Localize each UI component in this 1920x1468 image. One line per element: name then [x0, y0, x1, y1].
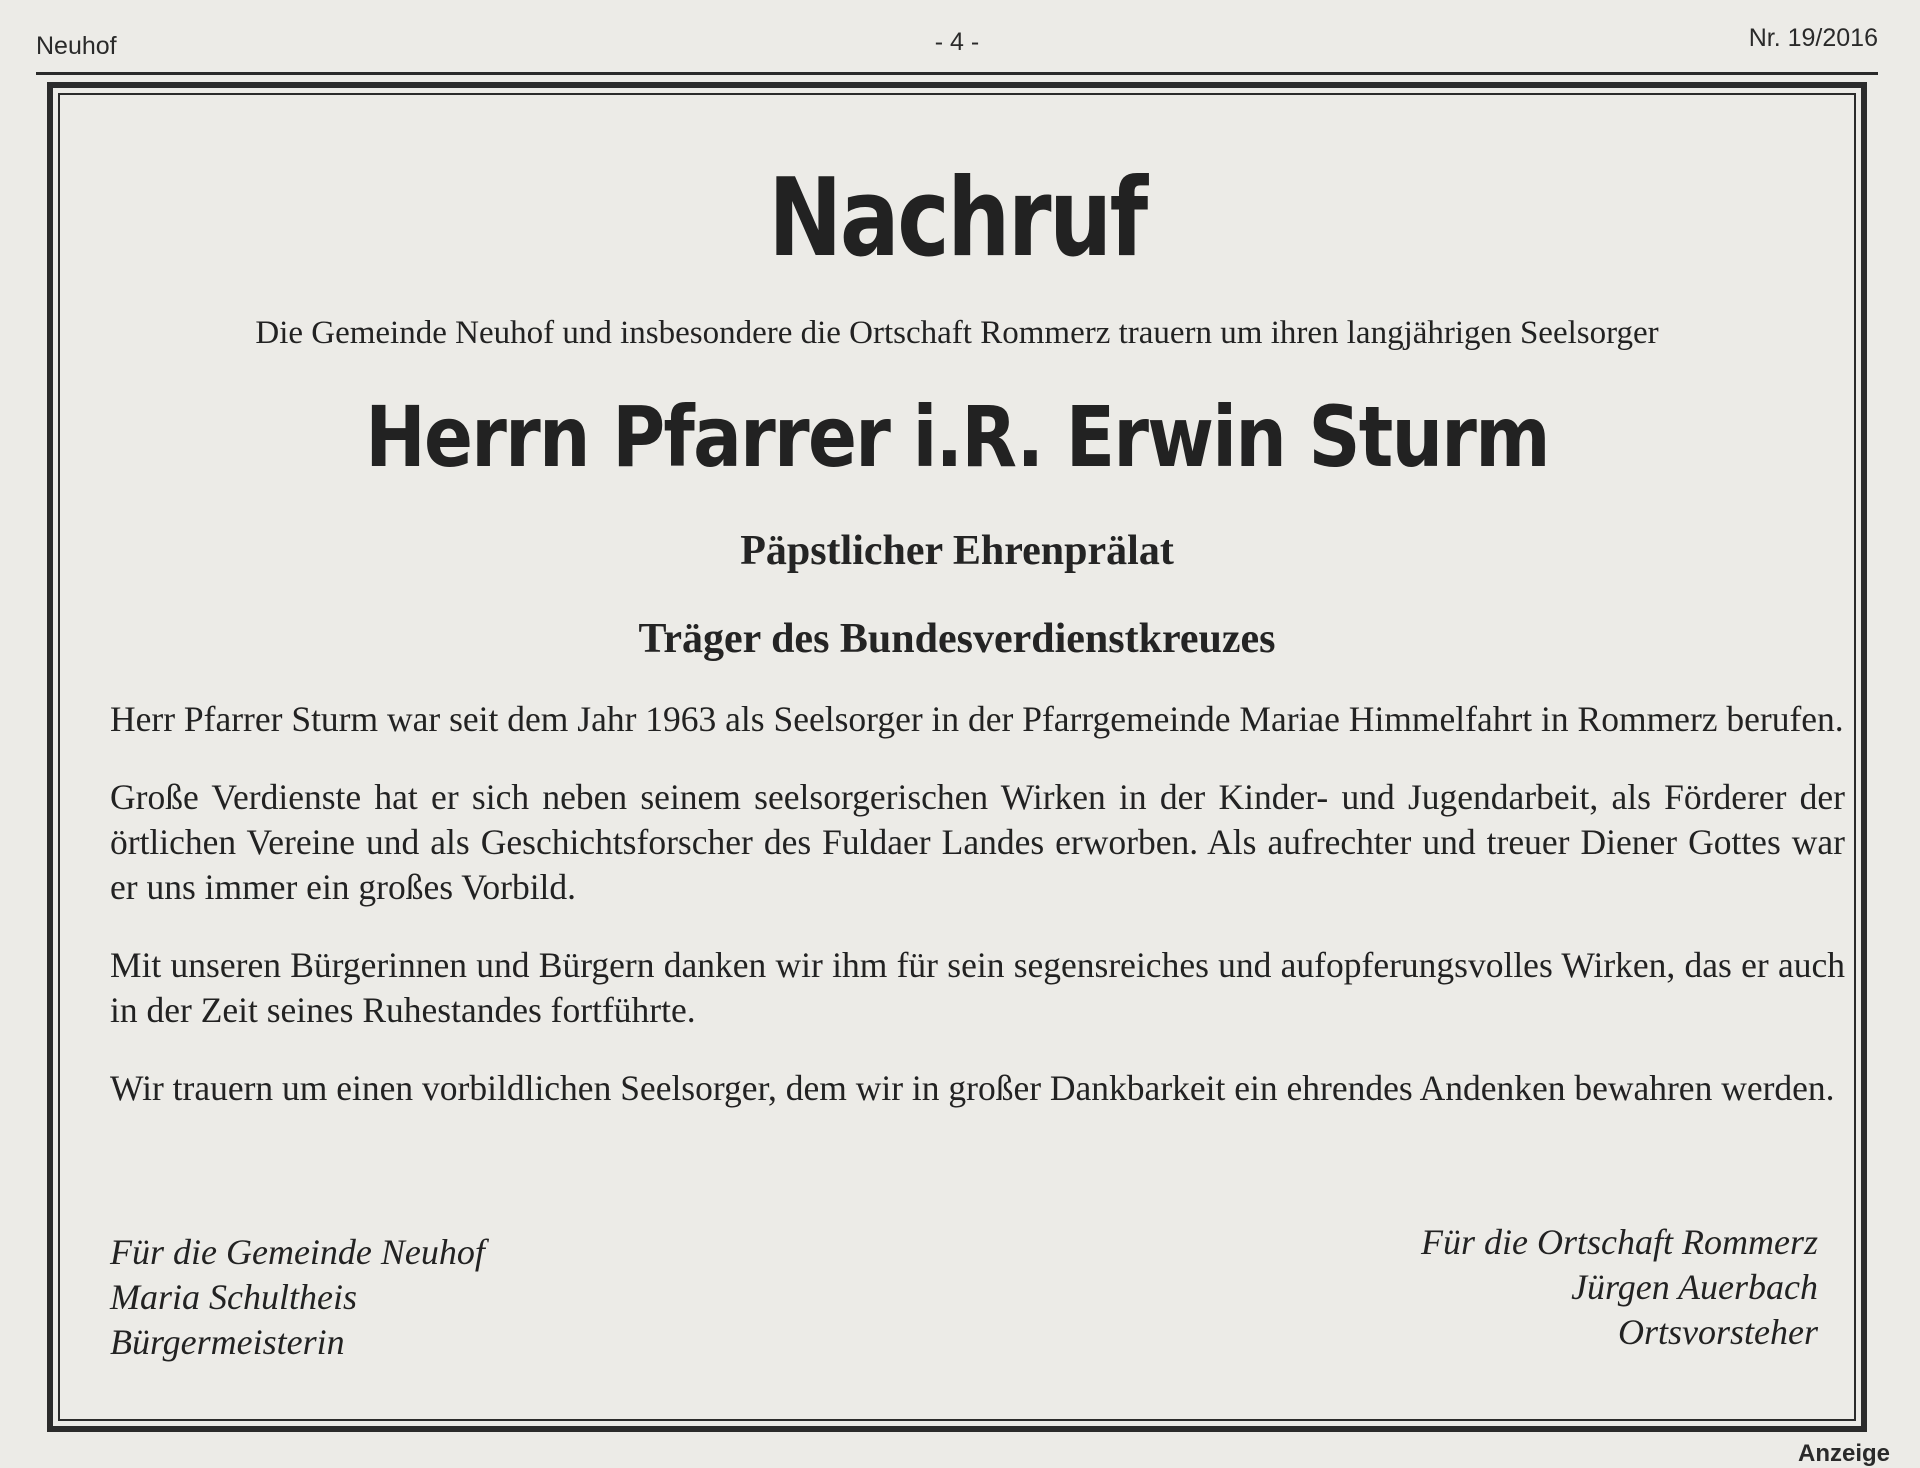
signature-district [1421, 1220, 1818, 1355]
obituary-inner-frame [58, 93, 1856, 1421]
header-page-number: - 4 - [934, 28, 980, 56]
body-paragraph-4: Wir trauern um einen vorbildlichen Seelsorger, dem wir in großer Dankbarkeit ein ehrendes Andenken bewahren werden. [110, 1068, 1835, 1108]
header-town: Neuhof [36, 32, 117, 60]
deceased-name: Herrn Pfarrer i.R. Erwin Sturm [365, 388, 1549, 486]
advertisement-label: Anzeige [1797, 1440, 1890, 1467]
signature-municipality [110, 1230, 485, 1365]
body-paragraph-1: Herr Pfarrer Sturm war seit dem Jahr 1963 als Seelsorger in der Pfarrgemeinde Mariae Himmelfahrt in Rommerz berufen. [110, 699, 1844, 739]
signature-right-name: Jürgen Auerbach [1571, 1267, 1818, 1307]
signature-left-role: Bürgermeisterin [110, 1322, 345, 1362]
header-divider [36, 72, 1878, 75]
obituary-body [110, 697, 1845, 1144]
signature-right-org: Für die Ortschaft Rommerz [1421, 1222, 1818, 1262]
header-issue-number: Nr. 19/2016 [1748, 24, 1878, 52]
honor-title-2: Träger des Bundesverdienstkreuzes [638, 616, 1276, 662]
body-paragraph-3: Mit unseren Bürgerinnen und Bürgern danken wir ihm für sein segensreiches und aufopferungsvolles Wirken, das er auch in der Zeit seines Ruhestandes fortführte. [110, 945, 1845, 1030]
body-paragraph-2: Große Verdienste hat er sich neben seinem seelsorgerischen Wirken in der Kinder- und Jugendarbeit, als Förderer der örtlichen Vereine und als Geschichtsforscher des Fuldaer Landes erworben. Als aufrechter und treuer Diener Gottes war er uns immer ein großes Vorbild. [110, 777, 1845, 907]
obituary-intro: Die Gemeinde Neuhof und insbesondere die Ortschaft Rommerz trauern um ihren langjährigen Seelsorger [255, 315, 1659, 351]
obituary-title: Nachruf [768, 156, 1146, 281]
signature-left-name: Maria Schultheis [110, 1277, 357, 1317]
signature-left-org: Für die Gemeinde Neuhof [110, 1232, 485, 1272]
signature-right-role: Ortsvorsteher [1618, 1312, 1818, 1352]
obituary-frame [47, 82, 1867, 1432]
page-header [36, 24, 1878, 60]
honor-title-1: Päpstlicher Ehrenprälat [740, 528, 1174, 574]
